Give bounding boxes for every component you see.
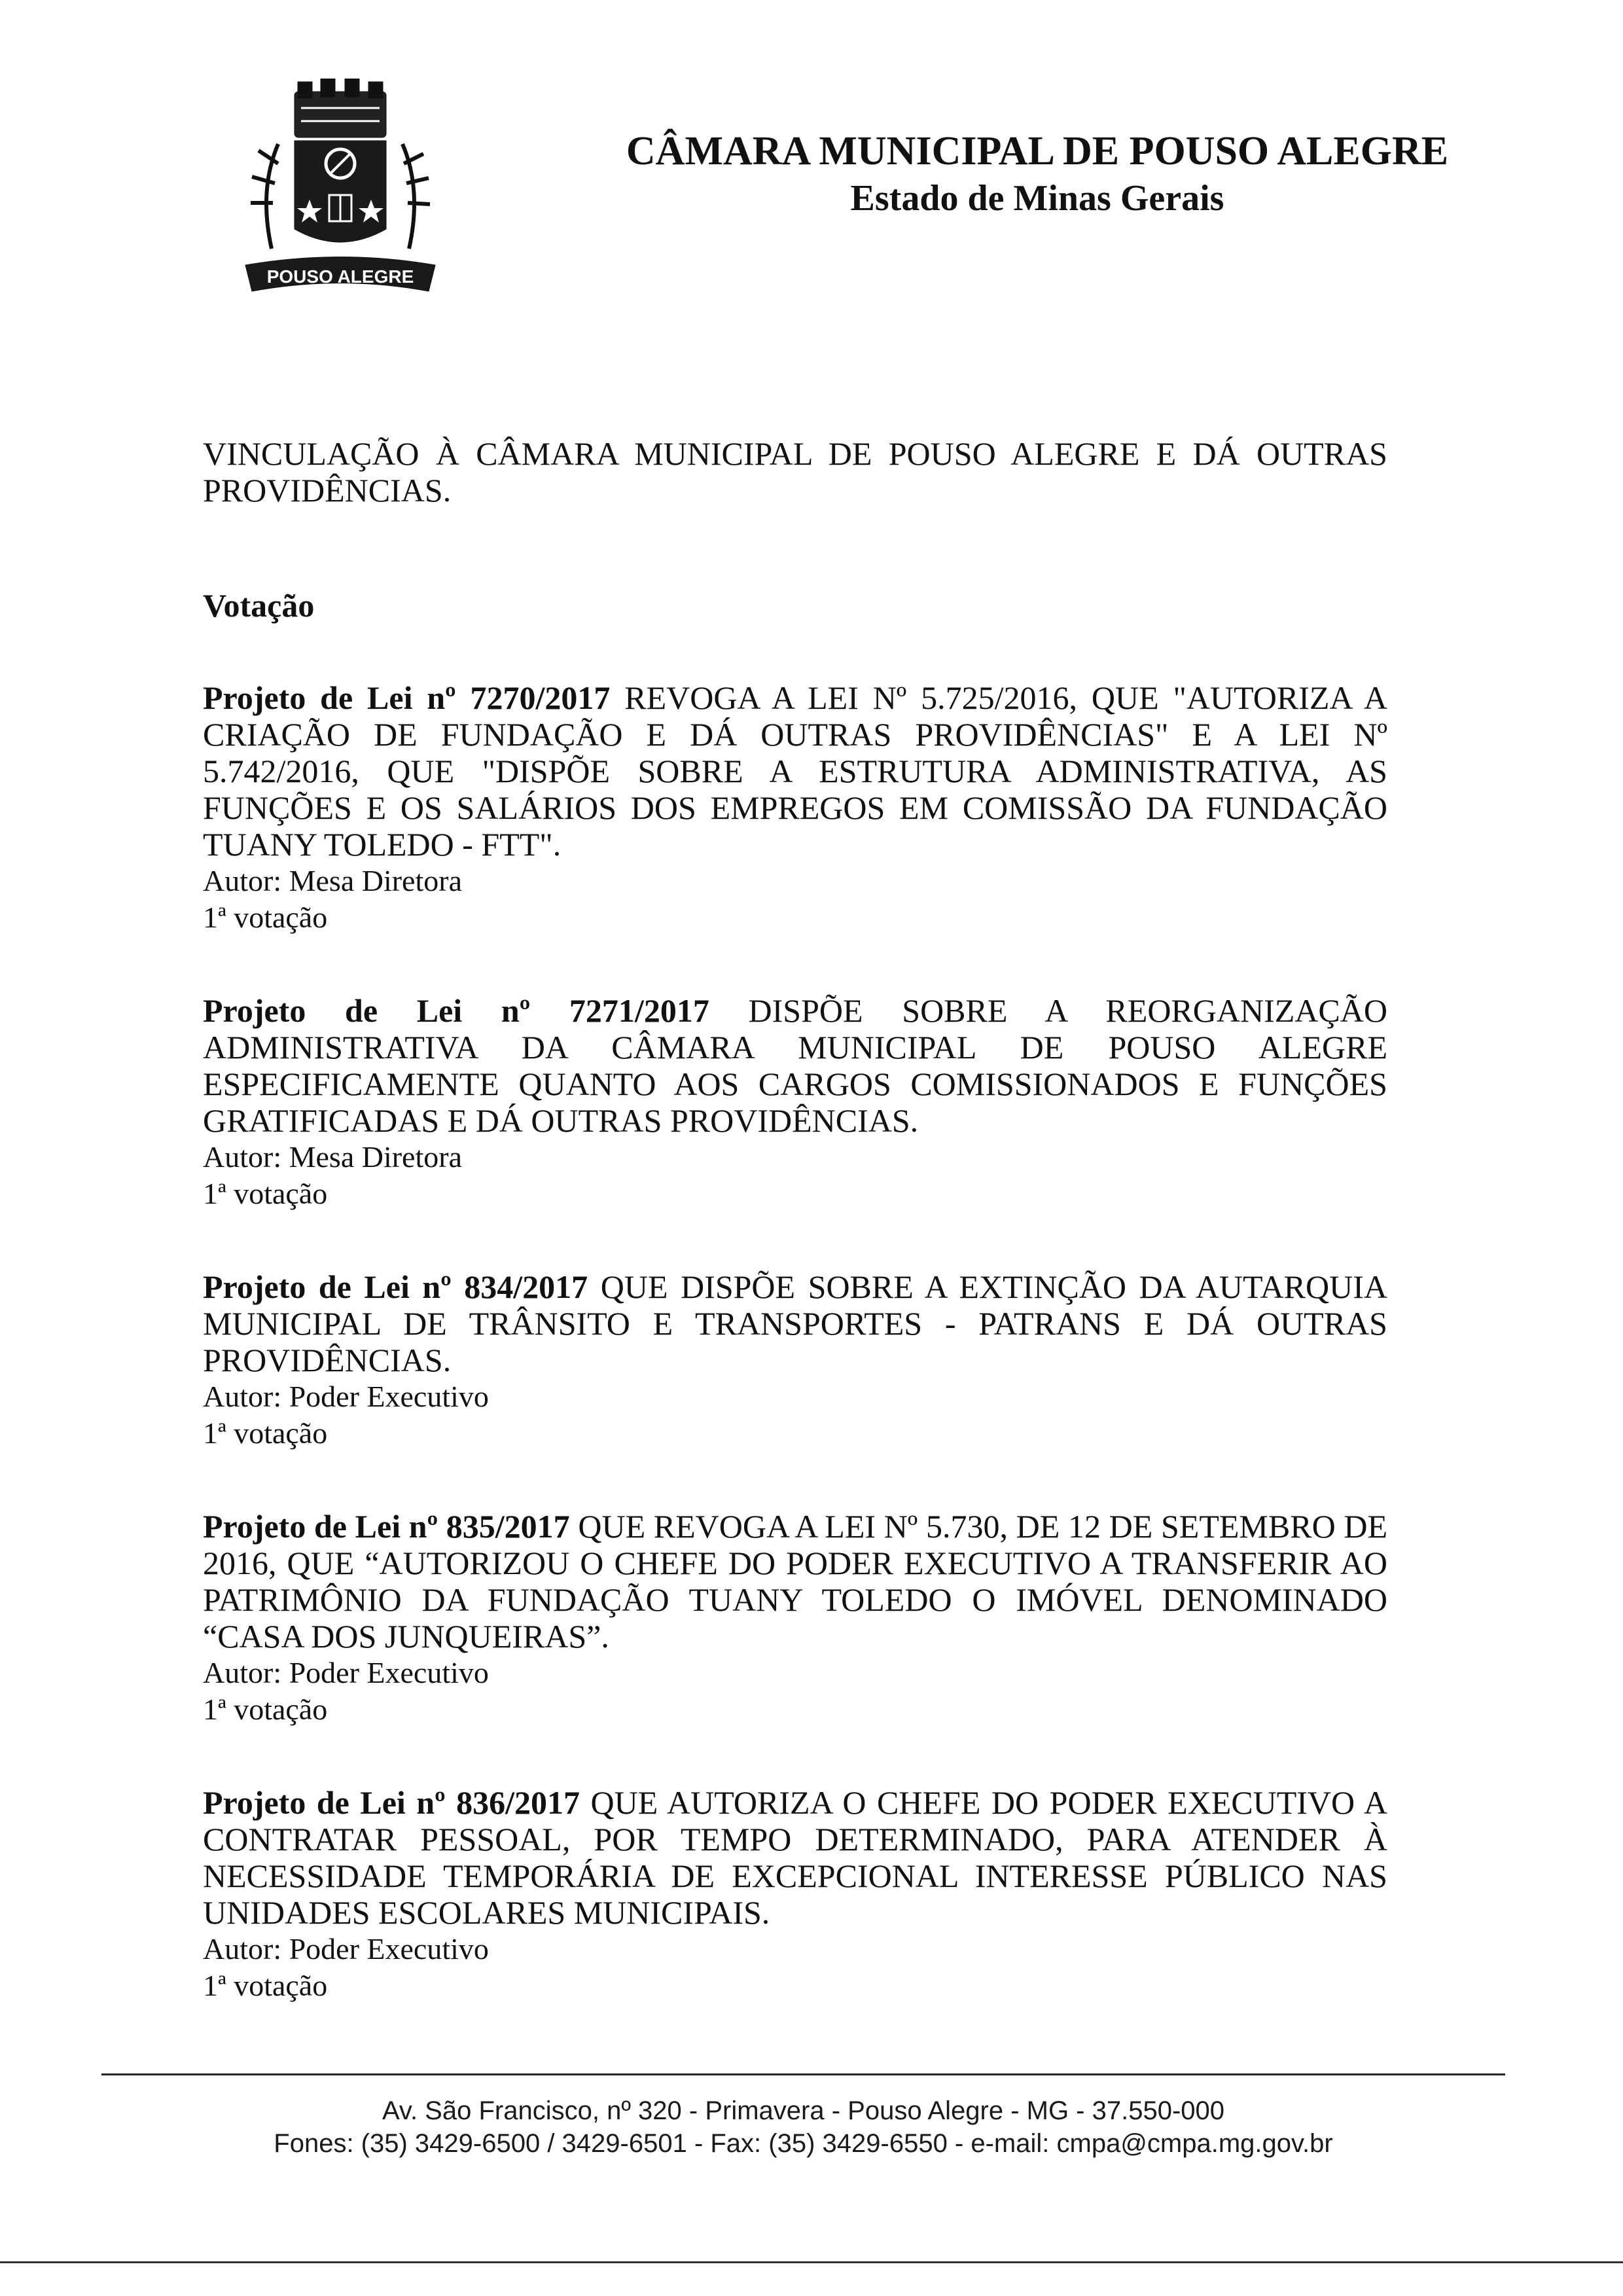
project-vote: 1ª votação <box>203 1177 328 1210</box>
project-label: Projeto de Lei nº 7271/2017 <box>203 992 709 1029</box>
project-text: QUE DISPÕE SOBRE A EXTINÇÃO DA AUTARQUIA MUNICIPAL DE TRÂNSITO E TRANSPORTES - PATRANS E DÁ OUTRAS PROVIDÊNCIAS. <box>203 1268 1388 1378</box>
project-item <box>203 1784 1387 2004</box>
organization-name: CÂMARA MUNICIPAL DE POUSO ALEGRE <box>626 129 1449 173</box>
organization-state: Estado de Minas Gerais <box>850 178 1224 219</box>
votacao-heading: Votação <box>203 587 315 624</box>
project-author: Autor: Mesa Diretora <box>203 864 462 897</box>
project-item <box>203 1268 1387 1452</box>
project-author: Autor: Poder Executivo <box>203 1380 489 1413</box>
project-vote: 1ª votação <box>203 901 328 934</box>
project-vote: 1ª votação <box>203 1693 328 1726</box>
project-label: Projeto de Lei nº 834/2017 <box>203 1268 588 1305</box>
project-label: Projeto de Lei nº 7270/2017 <box>203 679 611 716</box>
project-text: REVOGA A LEI Nº 5.725/2016, QUE "AUTORIZA A CRIAÇÃO DE FUNDAÇÃO E DÁ OUTRAS PROVIDÊNCIAS" E A LEI Nº 5.742/2016, QUE "DISPÕE SOBRE A ESTRUTURA ADMINISTRATIVA, AS FUNÇÕES E OS SALÁRIOS DOS EMPREGOS EM COMISSÃO DA FUNDAÇÃO TUANY TOLEDO - FTT". <box>203 679 1387 863</box>
project-author: Autor: Poder Executivo <box>203 1932 489 1965</box>
crest-banner-text: POUSO ALEGRE <box>266 266 414 287</box>
project-vote: 1ª votação <box>203 1416 328 1450</box>
project-text: QUE REVOGA A LEI Nº 5.730, DE 12 DE SETEMBRO DE 2016, QUE “AUTORIZOU O CHEFE DO PODER EXECUTIVO A TRANSFERIR AO PATRIMÔNIO DA FUNDAÇÃO TUANY TOLEDO O IMÓVEL DENOMINADO “CASA DOS JUNQUEIRAS”. <box>203 1508 1387 1655</box>
project-item <box>203 992 1387 1212</box>
intro-text: VINCULAÇÃO À CÂMARA MUNICIPAL DE POUSO ALEGRE E DÁ OUTRAS PROVIDÊNCIAS. <box>203 435 1387 509</box>
project-item <box>203 679 1387 936</box>
project-text: DISPÕE SOBRE A REORGANIZAÇÃO ADMINISTRATIVA DA CÂMARA MUNICIPAL DE POUSO ALEGRE ESPECIFICAMENTE QUANTO AOS CARGOS COMISSIONADOS E FUNÇÕES GRATIFICADAS E DÁ OUTRAS PROVIDÊNCIAS. <box>203 992 1387 1139</box>
project-text: QUE AUTORIZA O CHEFE DO PODER EXECUTIVO A CONTRATAR PESSOAL, POR TEMPO DETERMINADO, PARA ATENDER À NECESSIDADE TEMPORÁRIA DE EXCEPCIONAL INTERESSE PÚBLICO NAS UNIDADES ESCOLARES MUNICIPAIS. <box>203 1784 1388 1931</box>
footer-address: Av. São Francisco, nº 320 - Primavera - Pouso Alegre - MG - 37.550-000 <box>382 2096 1225 2125</box>
footer-divider <box>101 2073 1505 2075</box>
project-label: Projeto de Lei nº 836/2017 <box>203 1784 580 1821</box>
project-author: Autor: Poder Executivo <box>203 1656 489 1689</box>
letterhead <box>232 79 1449 314</box>
footer <box>101 2094 1505 2160</box>
project-label: Projeto de Lei nº 835/2017 <box>203 1508 570 1545</box>
project-author: Autor: Mesa Diretora <box>203 1140 462 1174</box>
document-body <box>203 435 1387 2060</box>
coat-of-arms-icon <box>232 79 448 311</box>
footer-contacts: Fones: (35) 3429-6500 / 3429-6501 - Fax: (35) 3429-6550 - e-mail: cmpa@cmpa.mg.gov.br <box>274 2129 1333 2158</box>
page-bottom-rule <box>0 2261 1623 2263</box>
project-vote: 1ª votação <box>203 1969 328 2002</box>
project-item <box>203 1508 1387 1728</box>
